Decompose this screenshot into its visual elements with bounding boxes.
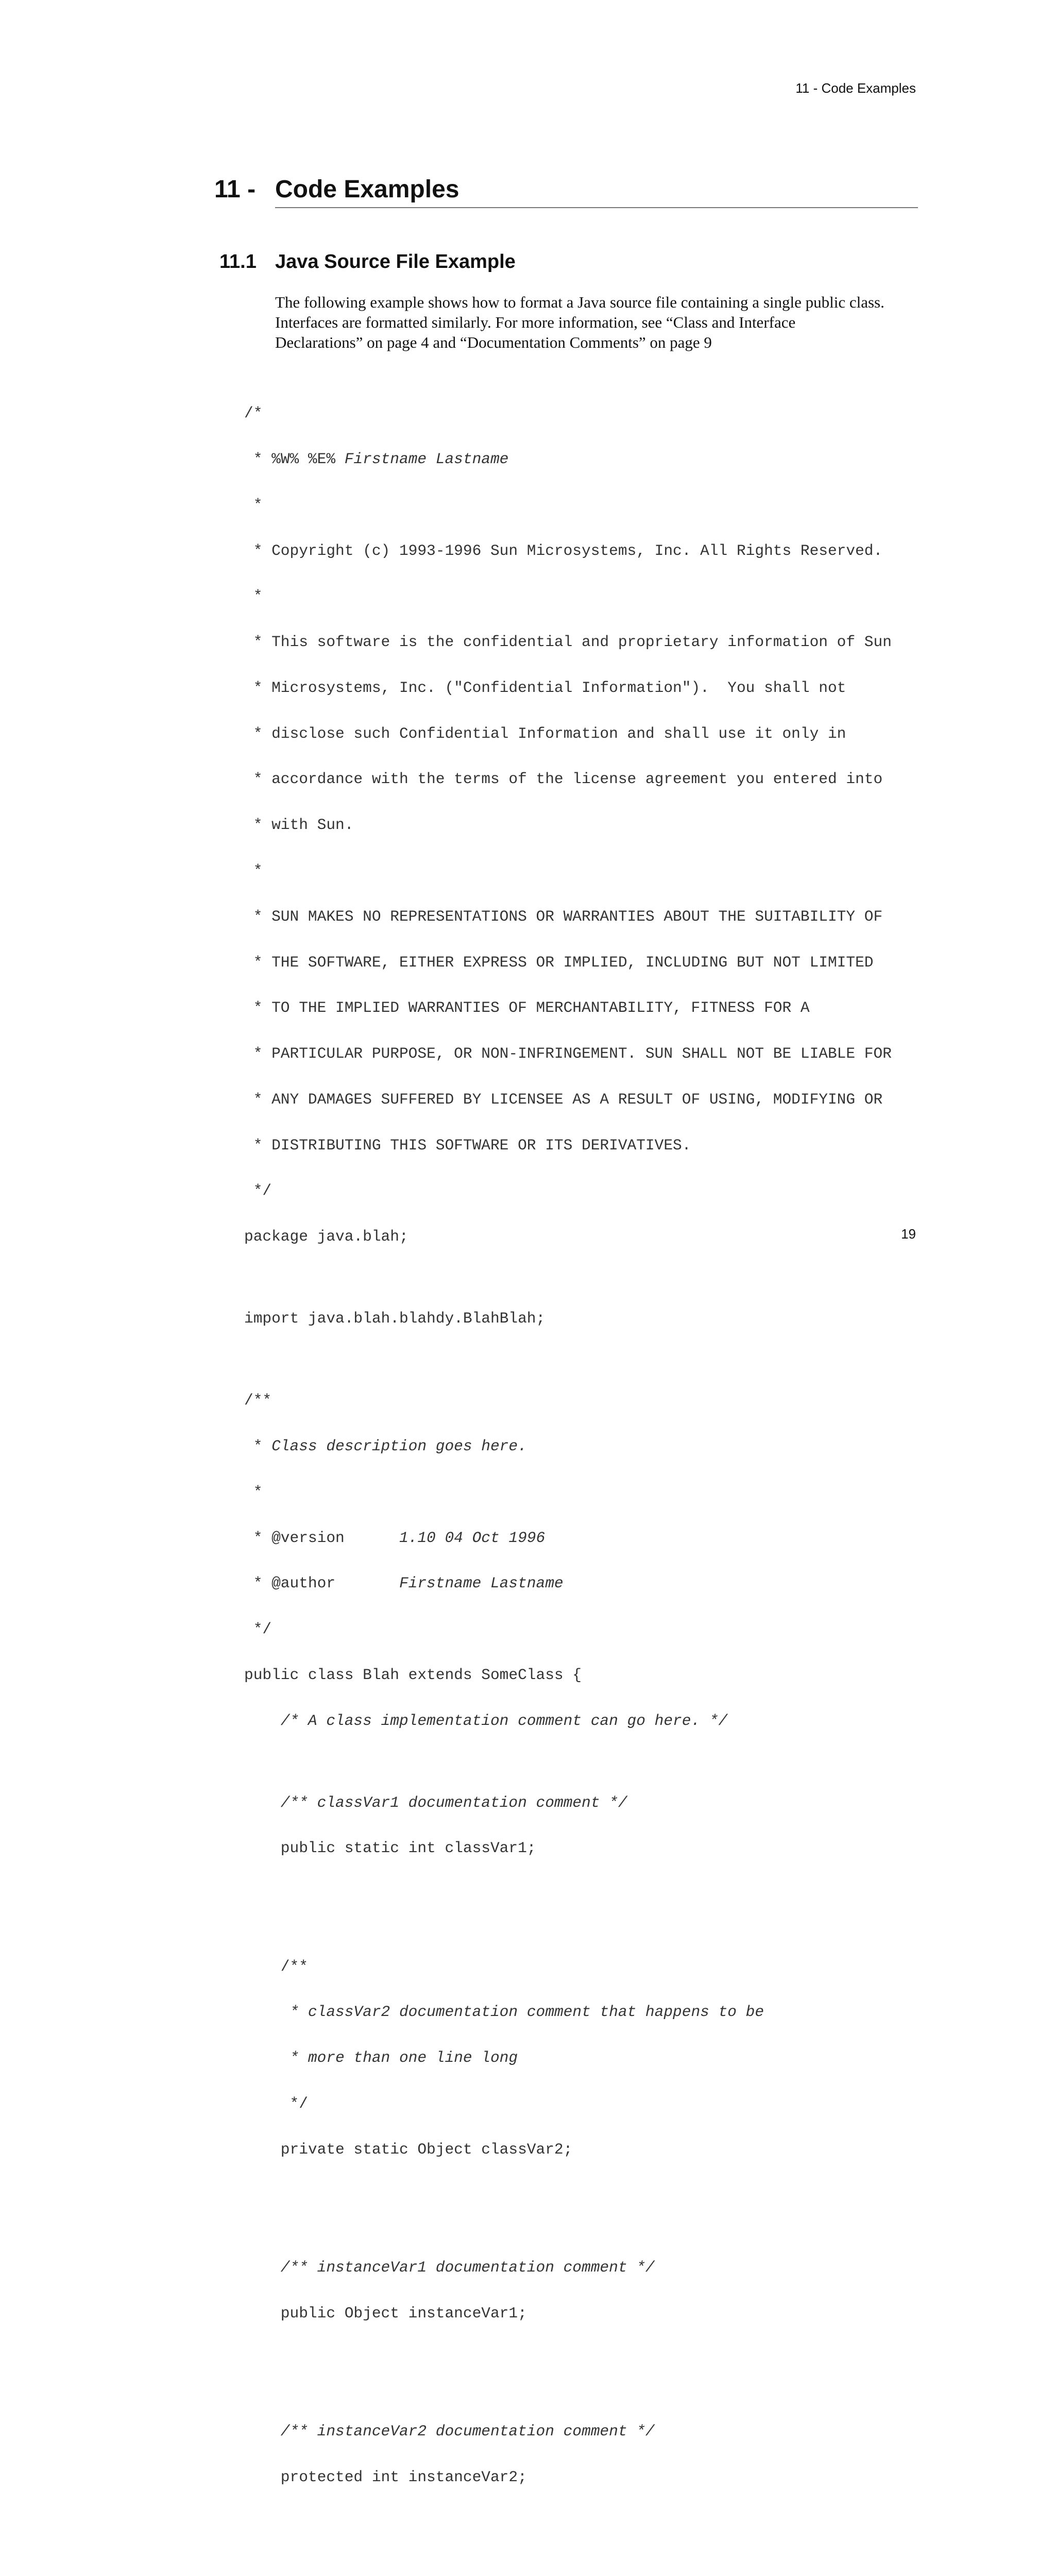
code-line: * <box>244 862 263 879</box>
code-line: */ <box>244 1182 272 1200</box>
code-line: * DISTRIBUTING THIS SOFTWARE OR ITS DERIVATIVES. <box>244 1136 691 1154</box>
code-blank-line <box>244 2552 892 2557</box>
code-line: package java.blah; <box>244 1228 409 1246</box>
code-line: /** instanceVar2 documentation comment */ <box>244 2422 655 2440</box>
code-blank-line <box>244 2224 892 2230</box>
code-line <box>244 1439 892 1454</box>
code-line: * Microsystems, Inc. ("Confidential Information"). You shall not <box>244 679 846 697</box>
code-line: public class Blah extends SomeClass { <box>244 1666 582 1684</box>
code-blank-line <box>244 1357 892 1363</box>
code-line: * <box>244 1483 263 1501</box>
code-line: /** <box>244 1392 272 1410</box>
intro-line: Interfaces are formatted similarly. For more information, see “Class and Interface <box>275 313 796 331</box>
code-line: /** <box>244 1957 308 1975</box>
code-blank-line <box>244 2515 892 2521</box>
code-line: * <box>244 496 263 514</box>
code-line: * accordance with the terms of the license agreement you entered into <box>244 770 883 788</box>
intro-line: The following example shows how to format a Java source file containing a single public class. <box>275 293 884 311</box>
intro-line: Declarations” on page 4 and “Documentation Comments” on page 9 <box>275 333 712 351</box>
code-line: /** classVar1 documentation comment */ <box>244 1793 627 1811</box>
code-line: */ <box>244 2094 308 2112</box>
code-line: /* <box>244 404 263 422</box>
code-line: * disclose such Confidential Information and shall use it only in <box>244 724 846 742</box>
section-number: 11.1 <box>219 251 257 273</box>
code-line: import java.blah.blahdy.BlahBlah; <box>244 1310 546 1328</box>
page-number: 19 <box>901 1226 916 1242</box>
code-line: protected int instanceVar2; <box>244 2468 527 2486</box>
code-text: * %W% %E% <box>244 450 345 468</box>
code-line: * ANY DAMAGES SUFFERED BY LICENSEE AS A RESULT OF USING, MODIFYING OR <box>244 1090 883 1108</box>
chapter-heading <box>214 175 918 211</box>
code-blank-line <box>244 1759 892 1765</box>
code-line: private static Object classVar2; <box>244 2140 573 2158</box>
code-blank-line <box>244 1923 892 1928</box>
code-blank-line <box>244 1275 892 1281</box>
code-line: /* A class implementation comment can go here. */ <box>244 1711 728 1730</box>
section-title: Java Source File Example <box>275 251 516 273</box>
code-blank-line <box>244 2188 892 2193</box>
code-line: * This software is the confidential and proprietary information of Sun <box>244 633 892 651</box>
code-line: * classVar2 documentation comment that happens to be <box>244 2003 764 2021</box>
code-comment-text: Firstname Lastname <box>344 450 509 468</box>
code-line <box>244 452 892 467</box>
code-blank-line <box>244 1887 892 1892</box>
code-line: * with Sun. <box>244 816 354 834</box>
chapter-number: 11 - <box>214 176 256 203</box>
code-line: * <box>244 587 263 605</box>
code-line <box>244 1576 892 1591</box>
code-line: * TO THE IMPLIED WARRANTIES OF MERCHANTABILITY, FITNESS FOR A <box>244 999 810 1017</box>
code-text: * <box>244 1437 272 1455</box>
chapter-rule <box>275 207 918 208</box>
code-blank-line <box>244 2388 892 2394</box>
code-line: * Copyright (c) 1993-1996 Sun Microsystems, Inc. All Rights Reserved. <box>244 541 883 560</box>
code-blank-line <box>244 2351 892 2357</box>
code-text: * @author <box>244 1574 399 1592</box>
running-header: 11 - Code Examples <box>795 80 916 96</box>
code-line: */ <box>244 1620 272 1638</box>
code-comment-text: Firstname Lastname <box>399 1574 564 1592</box>
intro-paragraph <box>275 292 924 352</box>
code-line: * PARTICULAR PURPOSE, OR NON-INFRINGEMENT. SUN SHALL NOT BE LIABLE FOR <box>244 1045 892 1063</box>
code-comment-text: 1.10 04 Oct 1996 <box>399 1529 546 1547</box>
code-line <box>244 1531 892 1546</box>
code-comment-text: Class description goes here. <box>271 1437 527 1455</box>
code-listing <box>244 376 892 2576</box>
code-line: * THE SOFTWARE, EITHER EXPRESS OR IMPLIED, INCLUDING BUT NOT LIMITED <box>244 953 874 971</box>
code-text: * @version <box>244 1529 399 1547</box>
code-line: * SUN MAKES NO REPRESENTATIONS OR WARRANTIES ABOUT THE SUITABILITY OF <box>244 907 883 925</box>
code-line: /** instanceVar1 documentation comment */ <box>244 2258 655 2276</box>
chapter-title: Code Examples <box>275 176 460 203</box>
code-line: * more than one line long <box>244 2049 518 2067</box>
code-line: public static int classVar1; <box>244 1839 536 1857</box>
code-line: public Object instanceVar1; <box>244 2304 527 2322</box>
